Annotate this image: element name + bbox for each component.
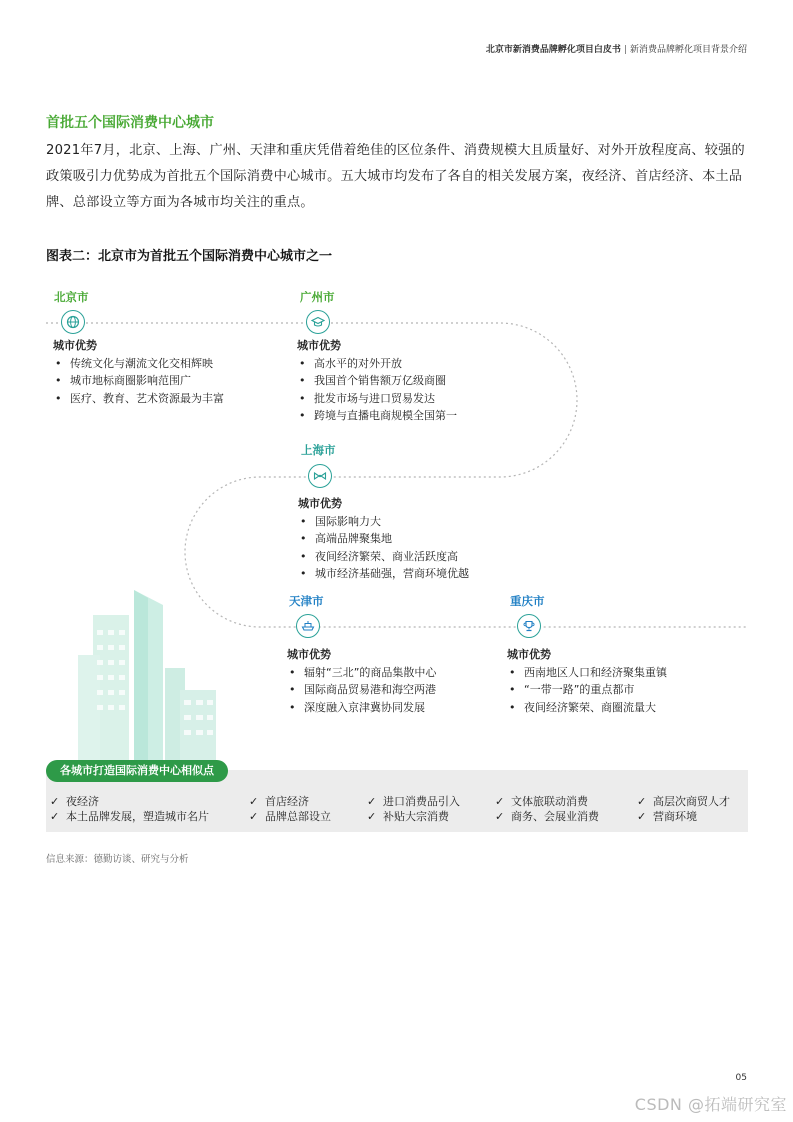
common-column-5: [637, 794, 730, 824]
bow-tie-icon: [308, 464, 332, 488]
common-column-4: [495, 794, 599, 824]
check-icon: ✓: [249, 795, 259, 808]
check-icon: ✓: [50, 810, 60, 823]
section-title: 首批五个国际消费中心城市: [46, 115, 214, 131]
check-icon: ✓: [637, 795, 647, 808]
list-item: • 国际影响力大: [298, 513, 469, 531]
common-item: 文体旅联动消费: [511, 795, 588, 808]
list-item: • “一带一路”的重点都市: [507, 681, 667, 699]
common-points-tag: 各城市打造国际消费中心相似点: [46, 760, 228, 782]
list-item: • 传统文化与潮流文化交相辉映: [53, 355, 224, 373]
globe-icon: [61, 310, 85, 334]
figure-title: 图表二：北京市为首批五个国际消费中心城市之一: [46, 249, 333, 264]
list-item: • 辐射“三北”的商品集散中心: [287, 664, 436, 682]
city-name: 上海市: [301, 443, 336, 457]
source-note: 信息来源：德勤访谈、研究与分析: [46, 854, 189, 865]
common-column-1: [50, 794, 209, 824]
common-item: 夜经济: [66, 795, 99, 808]
check-icon: ✓: [495, 810, 505, 823]
common-column-2: [249, 794, 331, 824]
ship-icon: [296, 614, 320, 638]
city-advantage-label: 城市优势: [298, 497, 342, 510]
list-item: • 医疗、教育、艺术资源最为丰富: [53, 390, 224, 408]
common-item: 补贴大宗消费: [383, 810, 449, 823]
header-section: 新消费品牌孵化项目背景介绍: [629, 45, 747, 55]
list-item: • 国际商品贸易港和海空两港: [287, 681, 436, 699]
list-item: • 城市地标商圈影响范围广: [53, 372, 224, 390]
check-icon: ✓: [367, 795, 377, 808]
check-icon: ✓: [637, 810, 647, 823]
common-item: 高层次商贸人才: [653, 795, 730, 808]
buildings-illustration: [78, 590, 216, 760]
header-separator: |: [623, 45, 627, 55]
city-name: 重庆市: [510, 594, 545, 608]
check-icon: ✓: [50, 795, 60, 808]
common-item: 本土品牌发展，塑造城市名片: [66, 810, 209, 823]
common-item: 首店经济: [265, 795, 309, 808]
header-doc-title: 北京市新消费品牌孵化项目白皮书: [485, 45, 621, 55]
list-item: • 高水平的对外开放: [297, 355, 457, 373]
check-icon: ✓: [367, 810, 377, 823]
graduation-cap-icon: [306, 310, 330, 334]
check-icon: ✓: [495, 795, 505, 808]
list-item: • 高端品牌聚集地: [298, 530, 469, 548]
city-name: 天津市: [289, 594, 324, 608]
city-name: 广州市: [300, 290, 335, 304]
city-name: 北京市: [54, 290, 89, 304]
trophy-icon: [517, 614, 541, 638]
list-item: • 我国首个销售额万亿级商圈: [297, 372, 457, 390]
city-advantage-label: 城市优势: [287, 648, 331, 661]
city-advantage-label: 城市优势: [53, 339, 97, 352]
list-item: • 跨境与直播电商规模全国第一: [297, 407, 457, 425]
list-item: • 深度融入京津冀协同发展: [287, 699, 436, 717]
intro-paragraph: 2021年7月，北京、上海、广州、天津和重庆凭借着绝佳的区位条件、消费规模大且质量好、对外开放程度高、较强的政策吸引力优势成为首批五个国际消费中心城市。五大城市均发布了各自的相关发展方案，夜经济、首店经济、本土品牌、总部设立等方面为各城市均关注的重点。: [46, 143, 745, 210]
check-icon: ✓: [249, 810, 259, 823]
list-item: • 夜间经济繁荣、商业活跃度高: [298, 548, 469, 566]
common-item: 商务、会展业消费: [511, 810, 599, 823]
page-number: 05: [735, 1073, 747, 1083]
city-advantage-label: 城市优势: [507, 648, 551, 661]
watermark: CSDN @拓端研究室: [634, 1095, 787, 1114]
common-item: 品牌总部设立: [265, 810, 331, 823]
common-item: 营商环境: [653, 810, 697, 823]
list-item: • 城市经济基础强，营商环境优越: [298, 565, 469, 583]
common-item: 进口消费品引入: [383, 795, 460, 808]
list-item: • 夜间经济繁荣、商圈流量大: [507, 699, 667, 717]
list-item: • 西南地区人口和经济聚集重镇: [507, 664, 667, 682]
common-column-3: [367, 794, 460, 824]
city-advantage-label: 城市优势: [297, 339, 341, 352]
list-item: • 批发市场与进口贸易发达: [297, 390, 457, 408]
